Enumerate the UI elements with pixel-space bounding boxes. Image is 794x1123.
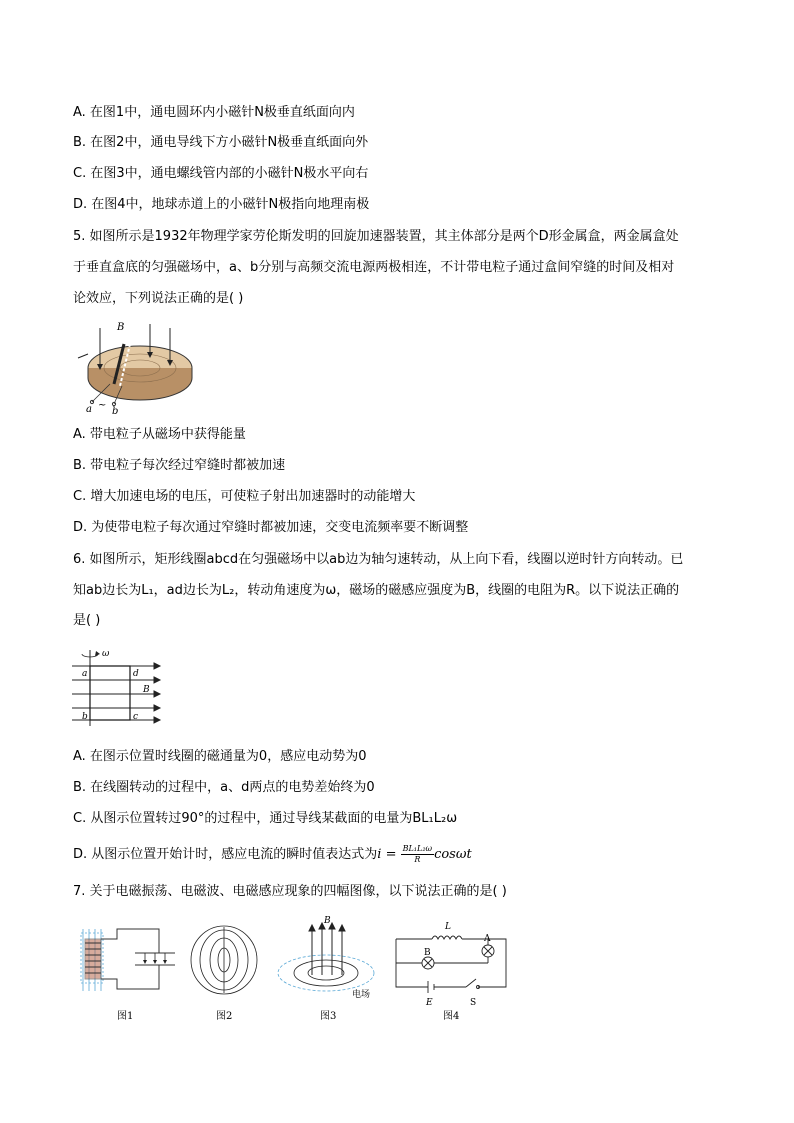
- coil-label-b-field: B: [143, 685, 150, 695]
- q7-figure-3: [272, 915, 382, 1025]
- q5-option-a: A. 带电粒子从磁场中获得能量: [73, 427, 246, 442]
- fig4-label-s: S: [470, 998, 477, 1008]
- fig3-label-field: 电场: [352, 990, 371, 1000]
- q4-option-c: C. 在图3中，通电螺线管内部的小磁针N极水平向右: [73, 166, 369, 181]
- fig4-label-e: E: [426, 998, 433, 1008]
- q6-stem-line1: 6. 如图所示，矩形线圈abcd在匀强磁场中以ab边为轴匀速转动，从上向下看，线圈以逆时针方向转动。已: [73, 552, 684, 567]
- coil-label-c: c: [133, 712, 139, 722]
- q5-option-d: D. 为使带电粒子每次通过窄缝时都被加速，交变电流频率要不断调整: [73, 520, 469, 535]
- q4-option-d: D. 在图4中，地球赤道上的小磁针N极指向地理南极: [73, 197, 370, 212]
- q6-option-d: [73, 841, 472, 869]
- q5-option-b: B. 带电粒子每次经过窄缝时都被加速: [73, 458, 286, 473]
- q4-option-a: A. 在图1中，通电圆环内小磁针N极垂直纸面向内: [73, 105, 355, 120]
- q6-option-d-fraction: [401, 844, 434, 865]
- q6-option-d-i: i =: [377, 847, 397, 862]
- cyclotron-label-tilde: ~: [98, 400, 107, 411]
- cyclotron-label-b: b: [112, 406, 119, 414]
- q6-option-b: B. 在线圈转动的过程中，a、d两点的电势差始终为0: [73, 780, 375, 795]
- cyclotron-label-b-field: B: [117, 322, 125, 333]
- q7-caption-1: 图1: [117, 1011, 134, 1022]
- coil-figure: [70, 646, 165, 730]
- q4-option-b: B. 在图2中，通电导线下方小磁针N极垂直纸面向外: [73, 135, 369, 150]
- q7-caption-3: 图3: [320, 1011, 337, 1022]
- q5-option-c: C. 增大加速电场的电压，可使粒子射出加速器时的动能增大: [73, 489, 416, 504]
- q6-option-d-prefix: D. 从图示位置开始计时，感应电流的瞬时值表达式为: [73, 847, 378, 862]
- q5-stem-line2: 于垂直盒底的匀强磁场中，a、b分别与高频交流电源两极相连，不计带电粒子通过盒间窄缝的时间及相对: [73, 260, 675, 275]
- cyclotron-figure: [70, 318, 200, 414]
- q7-caption-2: 图2: [216, 1011, 233, 1022]
- coil-label-omega: ω: [102, 649, 110, 659]
- q6-option-a: A. 在图示位置时线圈的磁通量为0，感应电动势为0: [73, 749, 367, 764]
- q7-caption-4: 图4: [443, 1011, 460, 1022]
- q5-stem-line1: 5. 如图所示是1932年物理学家劳伦斯发明的回旋加速器装置，其主体部分是两个D形金属盒，两金属盒处: [73, 229, 679, 244]
- fig4-label-a: A: [484, 934, 491, 944]
- coil-label-d: d: [133, 669, 139, 679]
- coil-label-a: a: [82, 669, 88, 679]
- coil-label-b: b: [82, 712, 88, 722]
- fig4-label-l: L: [445, 922, 451, 932]
- q6-stem-line2: 知ab边长为L₁，ad边长为L₂，转动角速度为ω，磁场的磁感应强度为B，线圈的电阻为R。以下说法正确的: [73, 583, 680, 598]
- fig3-label-b: B: [324, 916, 331, 926]
- q7-figure-4: [388, 915, 513, 1025]
- q7-stem: 7. 关于电磁振荡、电磁波、电磁感应现象的四幅图像，以下说法正确的是( ): [73, 884, 507, 899]
- fig4-label-b: B: [424, 948, 431, 958]
- cyclotron-label-a: a: [86, 404, 92, 414]
- q6-stem-line3: 是( ): [73, 613, 101, 628]
- q7-figure-2: [188, 925, 263, 1025]
- q6-option-d-denominator: R: [414, 855, 421, 864]
- q7-figure-1: [75, 925, 185, 1025]
- q6-option-c: C. 从图示位置转过90°的过程中，通过导线某截面的电量为BL₁L₂ω: [73, 811, 458, 826]
- q6-option-d-suffix: cosωt: [434, 847, 472, 862]
- q5-stem-line3: 论效应，下列说法正确的是( ): [73, 291, 244, 306]
- q6-option-d-numerator: BL₁L₂ω: [402, 844, 433, 853]
